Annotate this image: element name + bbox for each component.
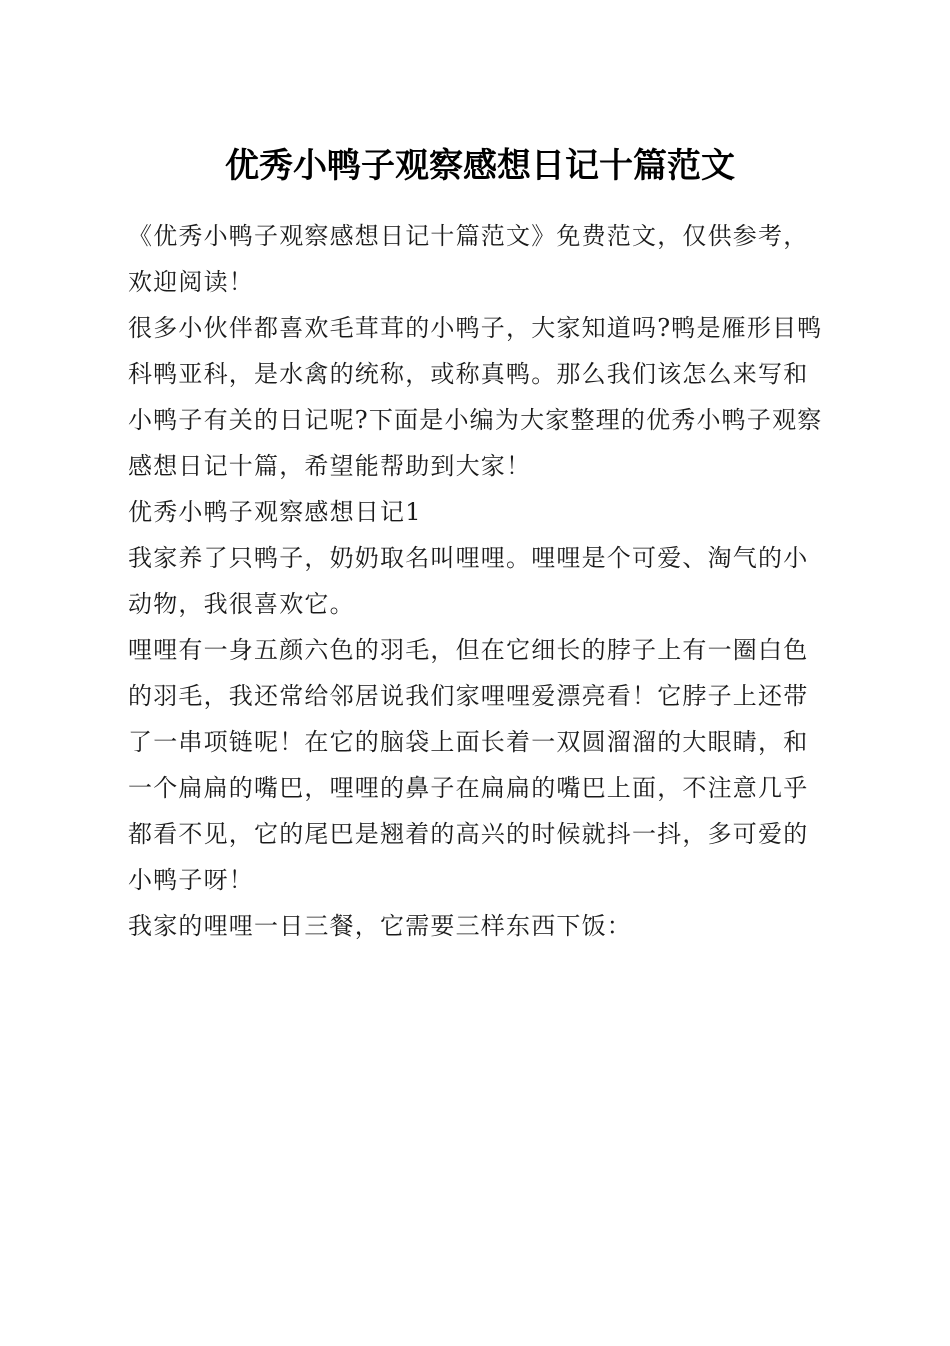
diary-paragraph: 我家的哩哩一日三餐，它需要三样东西下饭： bbox=[128, 912, 632, 940]
diary-heading: 优秀小鸭子观察感想日记1 bbox=[128, 498, 422, 526]
document-body bbox=[128, 213, 823, 949]
description-paragraph: 很多小伙伴都喜欢毛茸茸的小鸭子，大家知道吗?鸭是雁形目鸭科鸭亚科，是水禽的统称，或称真鸭。那么我们该怎么来写和小鸭子有关的日记呢?下面是小编为大家整理的优秀小鸭子观察感想日记十篇，希望能帮助到大家！ bbox=[128, 314, 823, 480]
document-title: 优秀小鸭子观察感想日记十篇范文 bbox=[225, 146, 735, 186]
diary-paragraph: 我家养了只鸭子，奶奶取名叫哩哩。哩哩是个可爱、淘气的小动物，我很喜欢它。 bbox=[128, 544, 809, 618]
intro-paragraph: 《优秀小鸭子观察感想日记十篇范文》免费范文，仅供参考，欢迎阅读！ bbox=[128, 222, 809, 296]
diary-paragraph: 哩哩有一身五颜六色的羽毛，但在它细长的脖子上有一圈白色的羽毛，我还常给邻居说我们家哩哩爱漂亮看！它脖子上还带了一串项链呢！在它的脑袋上面长着一双圆溜溜的大眼睛，和一个扁扁的嘴巴，哩哩的鼻子在扁扁的嘴巴上面，不注意几乎都看不见，它的尾巴是翘着的高兴的时候就抖一抖，多可爱的小鸭子呀！ bbox=[128, 636, 809, 894]
